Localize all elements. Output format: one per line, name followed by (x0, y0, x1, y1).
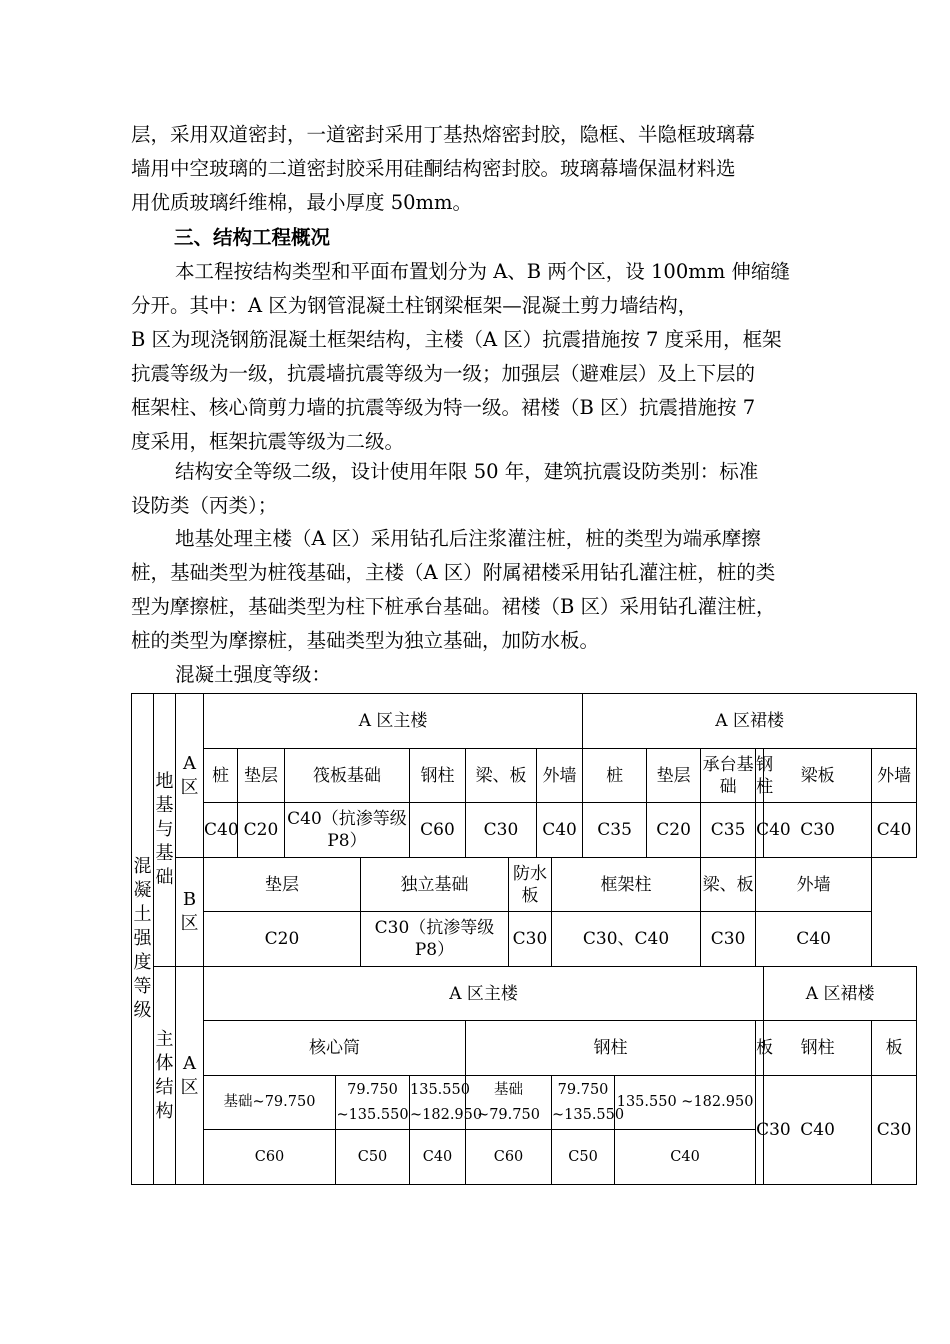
cell: C40 (615, 1130, 756, 1185)
text-line: 框架柱、核心筒剪力墙的抗震等级为特一级。裙楼（B 区）抗震措施按 7 (131, 396, 756, 419)
paragraph-safety (131, 455, 821, 523)
cell: C50 (552, 1130, 615, 1185)
text-line: 型为摩擦桩，基础类型为柱下桩承台基础。裙楼（B 区）采用钻孔灌注桩， (131, 595, 776, 618)
cell: C40 (756, 912, 872, 967)
cell: C40 (537, 803, 583, 858)
cell: 承台基础 (701, 749, 756, 803)
cell: 筏板基础 (285, 749, 410, 803)
cell: 钢柱 (756, 749, 764, 803)
cell: C40 (204, 803, 238, 858)
cell: C60 (204, 1130, 336, 1185)
cell: C60 (466, 1130, 552, 1185)
cell: C30、C40 (552, 912, 701, 967)
cell: 独立基础 (361, 858, 509, 912)
a-podium-header: A 区裙楼 (583, 694, 917, 749)
steel-column-header: 钢柱 (466, 1021, 756, 1076)
cell: 基础~79.750 (204, 1076, 336, 1130)
cell: 桩 (583, 749, 647, 803)
text-line: 地基处理主楼（A 区）采用钻孔后注浆灌注桩，桩的类型为端承摩擦 (175, 527, 761, 550)
cell: C30 (701, 912, 756, 967)
table-caption (131, 658, 821, 692)
s-main-building-header: A 区主楼 (204, 967, 764, 1021)
text-line: 墙用中空玻璃的二道密封胶采用硅酮结构密封胶。玻璃幕墙保温材料选 (131, 157, 736, 180)
paragraph-structure (131, 255, 821, 459)
cell: C40 (764, 1076, 872, 1185)
cell: 垫层 (204, 858, 361, 912)
cell: C40 (410, 1130, 466, 1185)
podium-steel-column-header: 钢柱 (764, 1021, 872, 1076)
row-group-concrete-grade: 混凝土强度等级 (132, 694, 154, 1185)
cell: C30 (764, 803, 872, 858)
cell: 135.550 ~182.950 (410, 1076, 466, 1130)
a-main-building-header: A 区主楼 (204, 694, 583, 749)
cell: C20 (647, 803, 701, 858)
paragraph-foundation (131, 522, 821, 658)
zone-a-label: A区 (176, 967, 204, 1185)
podium-slab-header: 板 (872, 1021, 917, 1076)
s-podium-header: A 区裙楼 (764, 967, 917, 1021)
cell: C30 (466, 803, 537, 858)
cell: C60 (410, 803, 466, 858)
cell: 钢柱 (410, 749, 466, 803)
cell: C35 (583, 803, 647, 858)
cell: C40 (756, 803, 764, 858)
core-tube-header: 核心筒 (204, 1021, 466, 1076)
slab-header: 板 (756, 1021, 764, 1076)
text-line: 用优质玻璃纤维棉，最小厚度 50mm。 (131, 191, 472, 214)
cell: 梁板 (764, 749, 872, 803)
text-line: 混凝土强度等级： (175, 663, 332, 686)
row-group-main-structure: 主体结构 (154, 967, 176, 1185)
cell: 135.550 ~182.950 (615, 1076, 756, 1130)
zone-b-label: B区 (176, 858, 204, 967)
cell: 垫层 (647, 749, 701, 803)
text-line: B 区为现浇钢筋混凝土框架结构，主楼（A 区）抗震措施按 7 度采用，框架 (131, 328, 782, 351)
text-line: 结构安全等级二级，设计使用年限 50 年，建筑抗震设防类别：标准 (175, 460, 759, 483)
section-heading: 三、结构工程概况 (174, 226, 331, 249)
cell: 防水板 (509, 858, 552, 912)
cell: 垫层 (238, 749, 285, 803)
cell: 梁、板 (701, 858, 756, 912)
text-line: 层，采用双道密封，一道密封采用丁基热熔密封胶，隐框、半隐框玻璃幕 (131, 123, 756, 146)
text-line: 设防类（丙类）； (131, 494, 278, 517)
cell: C40 (872, 803, 917, 858)
cell: C35 (701, 803, 756, 858)
text-line: 本工程按结构类型和平面布置划分为 A、B 两个区，设 100mm 伸缩缝 (175, 260, 790, 283)
text-line: 度采用，框架抗震等级为二级。 (131, 430, 405, 453)
text-line: 桩，基础类型为桩筏基础，主楼（A 区）附属裙楼采用钻孔灌注桩，桩的类 (131, 561, 776, 584)
cell: 框架柱 (552, 858, 701, 912)
cell: 桩 (204, 749, 238, 803)
text-line: 抗震等级为一级，抗震墙抗震等级为一级；加强层（避难层）及上下层的 (131, 362, 756, 385)
zone-a-label: A区 (176, 694, 204, 858)
row-group-foundation: 地基与基础 (154, 694, 176, 967)
text-line: 分开。其中：A 区为钢管混凝土柱钢梁框架—混凝土剪力墙结构， (131, 294, 698, 317)
cell: 外墙 (756, 858, 872, 912)
cell: C50 (336, 1130, 410, 1185)
cell: 外墙 (872, 749, 917, 803)
cell: C20 (204, 912, 361, 967)
cell: 基础 ~79.750 (466, 1076, 552, 1130)
cell: C40（抗渗等级P8） (285, 803, 410, 858)
cell: C30 (509, 912, 552, 967)
cell: 梁、板 (466, 749, 537, 803)
cell: C30 (872, 1076, 917, 1185)
cell: 外墙 (537, 749, 583, 803)
concrete-grade-table (131, 693, 917, 1185)
cell: 79.750 ~135.550 (336, 1076, 410, 1130)
cell: C30（抗渗等级P8） (361, 912, 509, 967)
cell: C30 (756, 1076, 764, 1185)
paragraph-curtain-wall (131, 118, 821, 220)
cell: 79.750 ~135.550 (552, 1076, 615, 1130)
text-line: 桩的类型为摩擦桩，基础类型为独立基础，加防水板。 (131, 629, 600, 652)
cell: C20 (238, 803, 285, 858)
